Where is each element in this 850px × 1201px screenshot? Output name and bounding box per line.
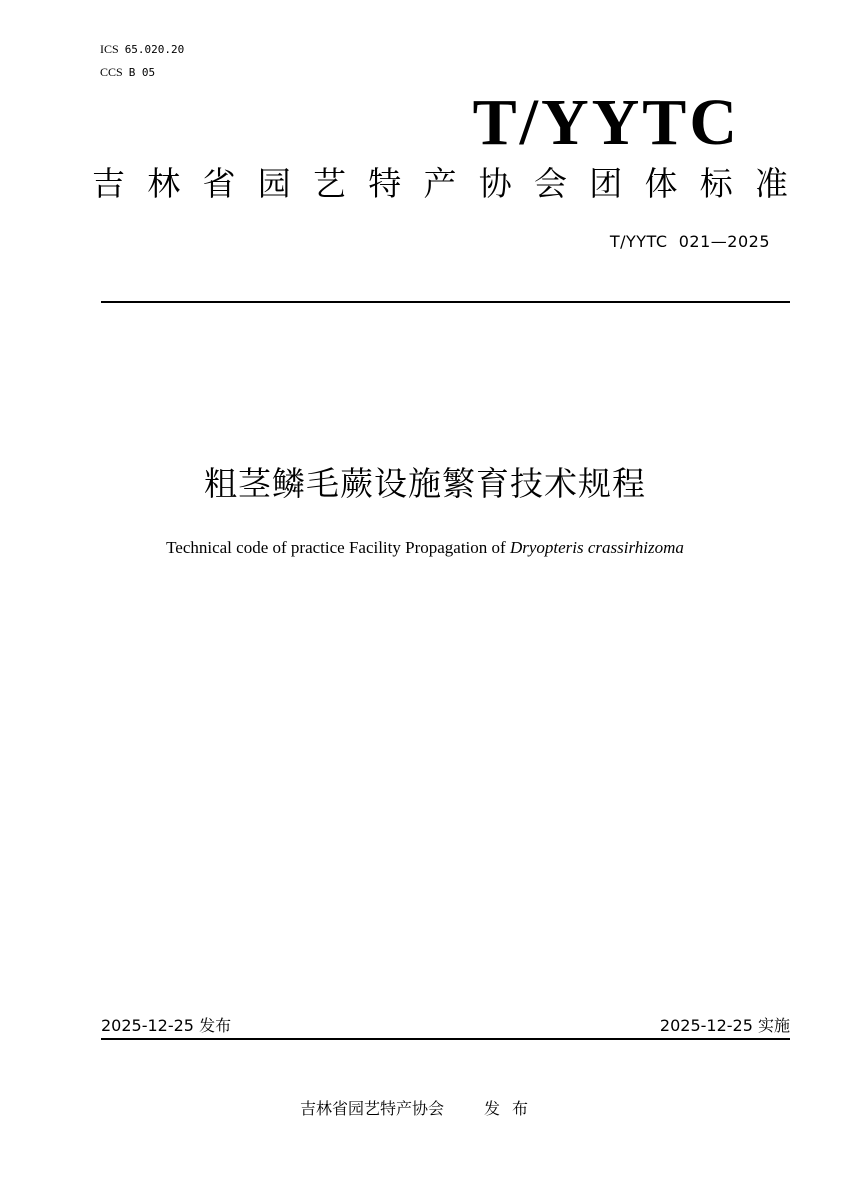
ics-line (100, 42, 184, 57)
ics-label: ICS (100, 42, 119, 56)
ccs-label: CCS (100, 65, 123, 79)
document-title-chinese: 粗茎鳞毛蕨设施繁育技术规程 (204, 464, 646, 503)
banner-char: 林 (147, 164, 181, 203)
ccs-line (100, 65, 155, 80)
banner-char: 省 (202, 164, 236, 203)
top-divider (101, 301, 790, 303)
banner-char: 吉 (92, 164, 125, 203)
banner-char: 准 (755, 164, 788, 203)
publisher-line (300, 1098, 540, 1120)
document-number: T/YYTC 021—2025 (609, 232, 770, 251)
banner-char: 体 (644, 164, 678, 203)
publisher-action: 发布 (484, 1099, 541, 1118)
standard-logo: T/YYTC (472, 86, 740, 159)
banner-char: 协 (478, 164, 512, 203)
title-english-prefix: Technical code of practice Facility Propagation of (166, 538, 510, 557)
banner-char: 标 (699, 164, 733, 203)
banner-char: 产 (423, 164, 457, 203)
banner-char: 会 (534, 164, 567, 203)
implementation-date: 2025-12-25 实施 (659, 1016, 790, 1035)
publisher-name: 吉林省园艺特产协会 (300, 1099, 445, 1118)
title-species-name: Dryopteris crassirhizoma (509, 538, 684, 557)
publish-date: 2025-12-25 发布 (101, 1016, 232, 1035)
banner-char: 园 (257, 164, 291, 203)
banner-char: 团 (589, 164, 623, 203)
document-title-english (0, 537, 850, 559)
ccs-code: B 05 (128, 66, 156, 79)
banner-char: 特 (368, 164, 402, 203)
ics-code: 65.020.20 (124, 43, 185, 56)
banner-char: 艺 (313, 164, 346, 203)
bottom-divider (101, 1038, 790, 1040)
organization-banner (92, 162, 788, 206)
